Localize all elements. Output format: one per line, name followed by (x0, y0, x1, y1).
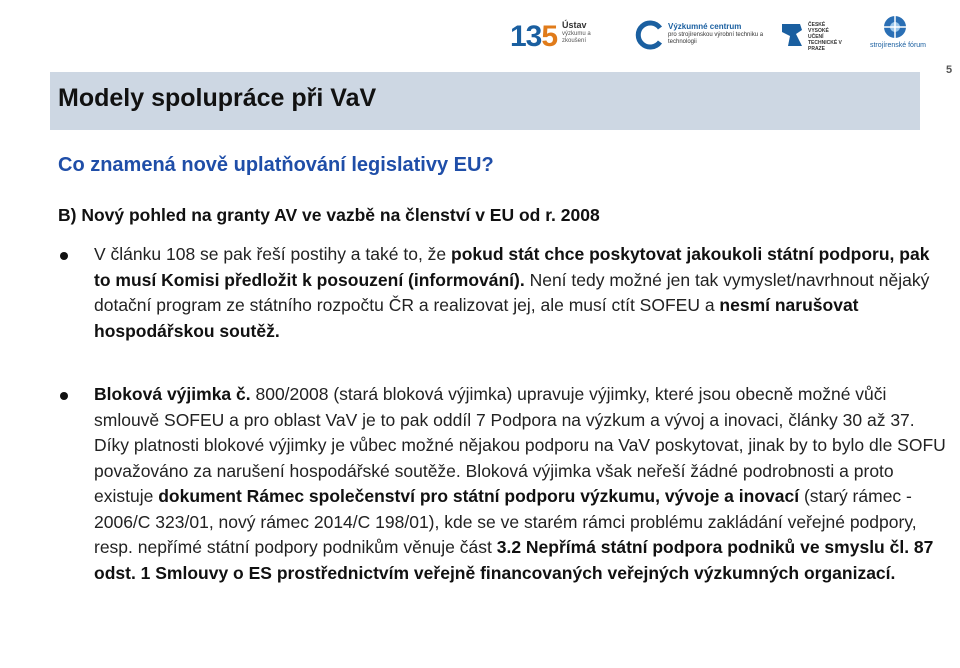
logo-135-number-accent: 5 (541, 20, 558, 53)
section-heading: B) Nový pohled na granty AV ve vazbě na členství v EU od r. 2008 (58, 205, 600, 225)
bullet-dot-1 (60, 252, 68, 260)
bullet-1-seg-1: pokud stát chce poskytovat jakoukoli státní podporu, pak to musí Komisi předložit k posouzení (informování). (94, 244, 930, 290)
logo-strojirenske-forum (862, 14, 932, 58)
cvut-lion-icon (778, 20, 806, 50)
cvut-text: ČESKÉ VYSOKÉ UČENÍ TECHNICKÉ V PRAZE (808, 22, 842, 52)
bullet-2-seg-3: (starý rámec - 2006/C 323/01, nový rámec 2014/C 198/01), kde se ve starém rámci problému zakládání veřejné podpory, resp. nepřímé státní podpory podnikům věnuje část (94, 486, 917, 557)
bullet-1-text (94, 242, 946, 344)
bullet-2-text (94, 382, 946, 586)
partner-logos (508, 14, 960, 58)
logo-cvut (778, 14, 842, 54)
bullet-1-seg-3: nesmí narušovat hospodářskou soutěž. (94, 295, 859, 341)
vc-swirl-icon (634, 20, 664, 50)
bullet-2-seg-0: Bloková výjimka č. (94, 384, 251, 404)
bullet-2-seg-2: dokument Rámec společenství pro státní podporu výzkumu, vývoje a inovací (158, 486, 800, 506)
bullet-2-seg-1: 800/2008 (stará bloková výjimka) upravuje výjimky, které jsou obecně možné vůči smlouvě SOFEU a pro oblast VaV je to pak oddíl 7 Podpora na výzkum a vývoj a inovaci, články 30 až 37. Díky platnosti blokové výjimky je vůbec možné nějakou podporu na VaV poskytovat, jinak by to bylo dle SOFU považováno za narušení hospodářské soutěže. Bloková výjimka však neřeší žádné podrobnosti a proto existuje (94, 384, 946, 506)
bullet-2-seg-4: 3.2 Nepřímá státní podpora podniků ve smyslu čl. 87 odst. 1 Smlouvy o ES prostřednictvím veřejně financovaných veřejných výzkumných organizací. (94, 537, 934, 583)
bullet-dot-2 (60, 392, 68, 400)
forum-globe-icon (882, 14, 908, 40)
logo-135 (508, 14, 603, 54)
bullet-1-seg-2: Není tedy možné jen tak vymyslet/navrhnout nějaký dotační program ze státního rozpočtu ČR a realizovat jej, ale musí ctít SOFEU a (94, 269, 930, 315)
bullet-1-seg-0: V článku 108 se pak řeší postihy a také to, že (94, 244, 452, 264)
vc-title: Výzkumné centrum (668, 22, 742, 31)
logo-135-text: Ústav (562, 20, 587, 30)
logo-135-sub: výzkumu a zkoušení (562, 31, 591, 44)
logo-vyzkumne-centrum (634, 14, 764, 54)
slide-title: Modely spolupráce při VaV (58, 84, 377, 112)
logo-135-number: 13 (510, 20, 542, 53)
slide-subtitle: Co znamená nově uplatňování legislativy EU? (58, 154, 494, 176)
page-number: 5 (946, 64, 953, 76)
vc-sub: pro strojírenskou výrobní techniku a technologii (668, 32, 764, 45)
forum-text: strojírenské fórum (869, 42, 927, 49)
